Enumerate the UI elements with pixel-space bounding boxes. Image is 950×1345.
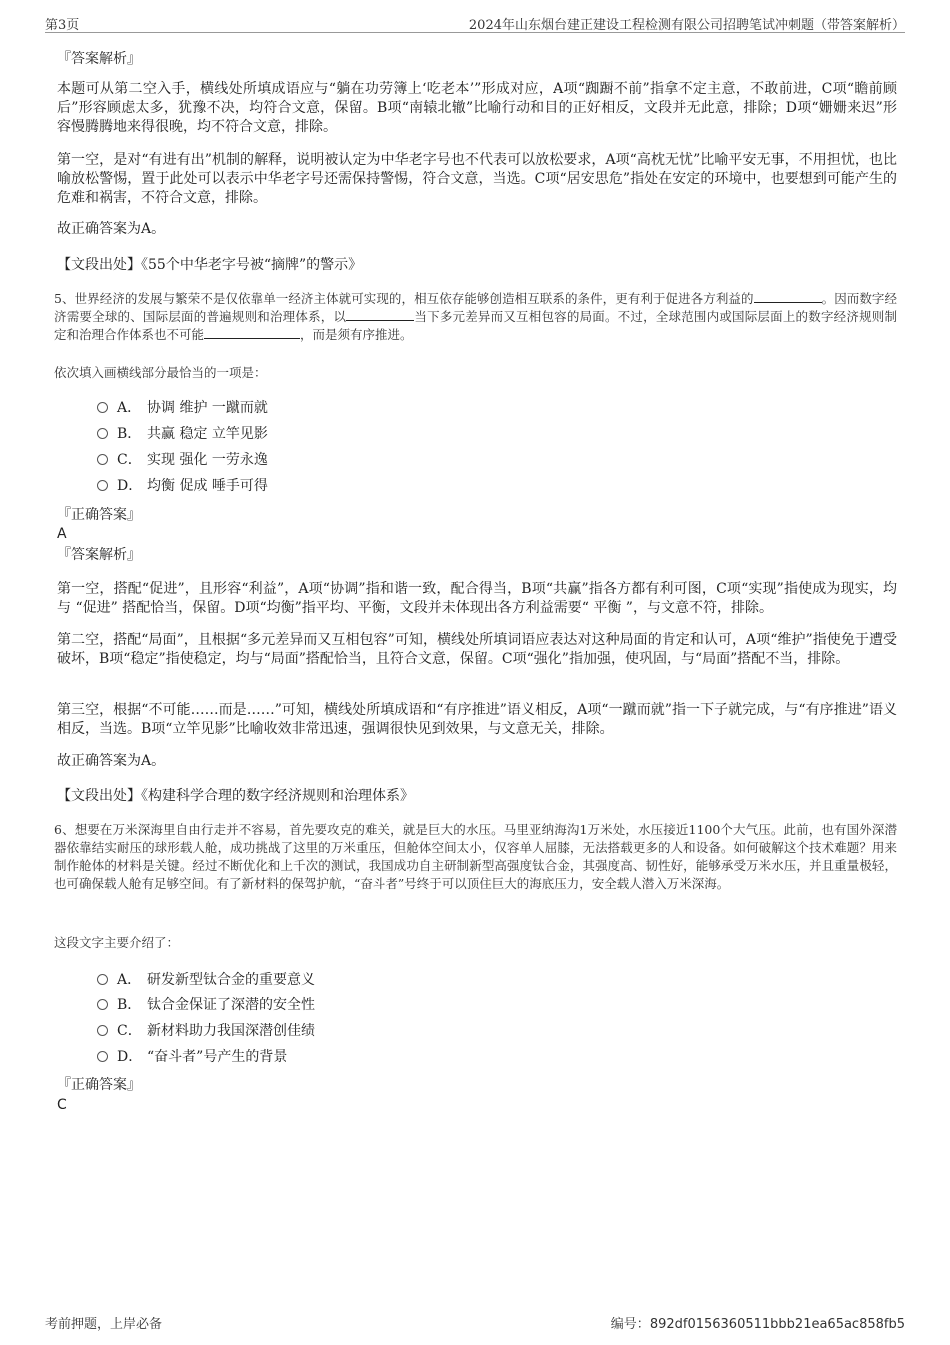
q4-analysis-para1: 本题可从第二空入手，横线处所填成语应与“躺在功劳簿上‘吃老本’”形成对应，A项“踟蹰不前”指拿不定主意，不敢前进，C项“瞻前顾后”形容顾虑太多，犹豫不决，均符合文意，保留。B项“南辕北辙”比喻行动和目的正好相反，文段并无此意，排除；D项“姗姗来迟”形容慢腾腾地来得很晚，均不符合文意，排除。: [57, 81, 897, 135]
page-number: 第3页: [45, 18, 80, 33]
radio-icon[interactable]: [97, 1051, 108, 1062]
radio-icon[interactable]: [97, 402, 108, 413]
page-header: [45, 12, 905, 33]
q5-prompt: 依次填入画横线部分最恰当的一项是：: [54, 365, 267, 380]
q5-answer: A: [57, 526, 67, 542]
q6-option-d[interactable]: D． “奋斗者”号产生的背景: [97, 1047, 287, 1067]
footer-slogan: 考前押题，上岸必备: [45, 1317, 163, 1332]
q6-question-text: 6、想要在万米深海里自由行走并不容易，首先要攻克的难关，就是巨大的水压。马里亚纳海沟1万米处，水压接近1100个大气压。此前，也有国外深潜器依靠结实耐压的球形载人舱，成功挑战了这里的万米重压，但舱体空间太小，仅容单人屈膝，无法搭载更多的人和设备。如何破解这个技术难题？用来制作舱体的材料是关键。经过不断优化和上千次的测试，我国成功自主研制新型高强度钛合金，其强度高、韧性好，能够承受万米水压，并且重量极轻，也可确保载人舱有足够空间。有了新材料的保驾护航，“奋斗者”号终于可以顶住巨大的海底压力，安全载人潜入万米深海。: [54, 822, 897, 891]
q5-analysis-para3: 第三空，根据“不可能……而是……”可知，横线处所填成语和“有序推进”语义相反，A项“一蹴而就”指一下子就完成，与“有序推进”语义相反，当选。B项“立竿见影”比喻收效非常迅速，强调很快见到效果，与文意无关，排除。: [57, 702, 897, 737]
q5-analysis-label: 『答案解析』: [57, 547, 141, 563]
q5-option-b[interactable]: B． 共赢 稳定 立竿见影: [97, 424, 268, 444]
q5-source: 【文段出处】《构建科学合理的数字经济规则和治理体系》: [57, 788, 414, 804]
document-code: 编号：892df0156360511bbb21ea65ac858fb5: [610, 1317, 905, 1332]
q5-option-c[interactable]: C． 实现 强化 一劳永逸: [97, 450, 268, 470]
radio-icon[interactable]: [97, 428, 108, 439]
q6-option-a[interactable]: A． 研发新型钛合金的重要意义: [97, 970, 315, 990]
q5-answer-label: 『正确答案』: [57, 507, 141, 523]
q5-text-a: 5、世界经济的发展与繁荣不是仅依靠单一经济主体就可实现的，相互依存能够创造相互联系的条件，更有利于促进各方利益的: [54, 291, 754, 306]
q5-conclusion: 故正确答案为A。: [57, 753, 166, 769]
q5-analysis-para2: 第二空，搭配“局面”，且根据“多元差异而又互相包容”可知，横线处所填词语应表达对这种局面的肯定和认可，A项“维护”指使免于遭受破坏，B项“稳定”指使稳定，均与“局面”搭配恰当，且符合文意，保留。C项“强化”指加强，使巩固，与“局面”搭配不当，排除。: [57, 632, 897, 667]
q5-question-text: [54, 290, 897, 344]
radio-icon[interactable]: [97, 454, 108, 465]
q5-blank-3: [204, 326, 300, 339]
q5-text-b: 。因而数字经济需要全球的、国际层面的普遍规则和治理体系，以: [54, 291, 897, 324]
q4-source: 【文段出处】《55个中华老字号被“摘牌”的警示》: [57, 257, 363, 273]
q5-blank-2: [346, 308, 414, 321]
document-title: 2024年山东烟台建正建设工程检测有限公司招聘笔试冲刺题（带答案解析）: [468, 18, 905, 33]
q5-text-d: ，而是须有序推进。: [300, 327, 413, 342]
q5-option-d[interactable]: D． 均衡 促成 唾手可得: [97, 476, 268, 496]
q6-answer: C: [57, 1097, 67, 1113]
q6-option-c[interactable]: C． 新材料助力我国深潜创佳绩: [97, 1021, 315, 1041]
q5-analysis-para1: 第一空，搭配“促进”，且形容“利益”，A项“协调”指和谐一致，配合得当，B项“共赢”指各方都有利可图，C项“实现”指使成为现实，均与 “促进” 搭配恰当，保留。D项“均衡”指平均、平衡，文段并未体现出各方利益需要“ 平衡 ”，与文意不符，排除。: [57, 581, 897, 616]
q4-analysis-para2: 第一空，是对“有进有出”机制的解释，说明被认定为中华老字号也不代表可以放松要求，A项“高枕无忧”比喻平安无事，不用担忧，也比喻放松警惕，置于此处可以表示中华老字号还需保持警惕，符合文意，当选。C项“居安思危”指处在安定的环境中，也要想到可能产生的危难和祸害，不符合文意，排除。: [57, 152, 897, 206]
radio-icon[interactable]: [97, 480, 108, 491]
q5-blank-1: [754, 290, 822, 303]
q6-answer-label: 『正确答案』: [57, 1077, 141, 1093]
q6-option-b[interactable]: B． 钛合金保证了深潜的安全性: [97, 995, 315, 1015]
q6-prompt: 这段文字主要介绍了：: [54, 935, 180, 950]
radio-icon[interactable]: [97, 999, 108, 1010]
q4-conclusion: 故正确答案为A。: [57, 221, 166, 237]
radio-icon[interactable]: [97, 974, 108, 985]
q5-text-c: 当下多元差异而又互相包容的局面。不过，全球范围内或国际层面上的数字经济规则制定和治理合作体系也不可能: [54, 309, 897, 342]
q4-analysis-label: 『答案解析』: [57, 51, 141, 67]
q5-option-a[interactable]: A． 协调 维护 一蹴而就: [97, 398, 268, 418]
radio-icon[interactable]: [97, 1025, 108, 1036]
